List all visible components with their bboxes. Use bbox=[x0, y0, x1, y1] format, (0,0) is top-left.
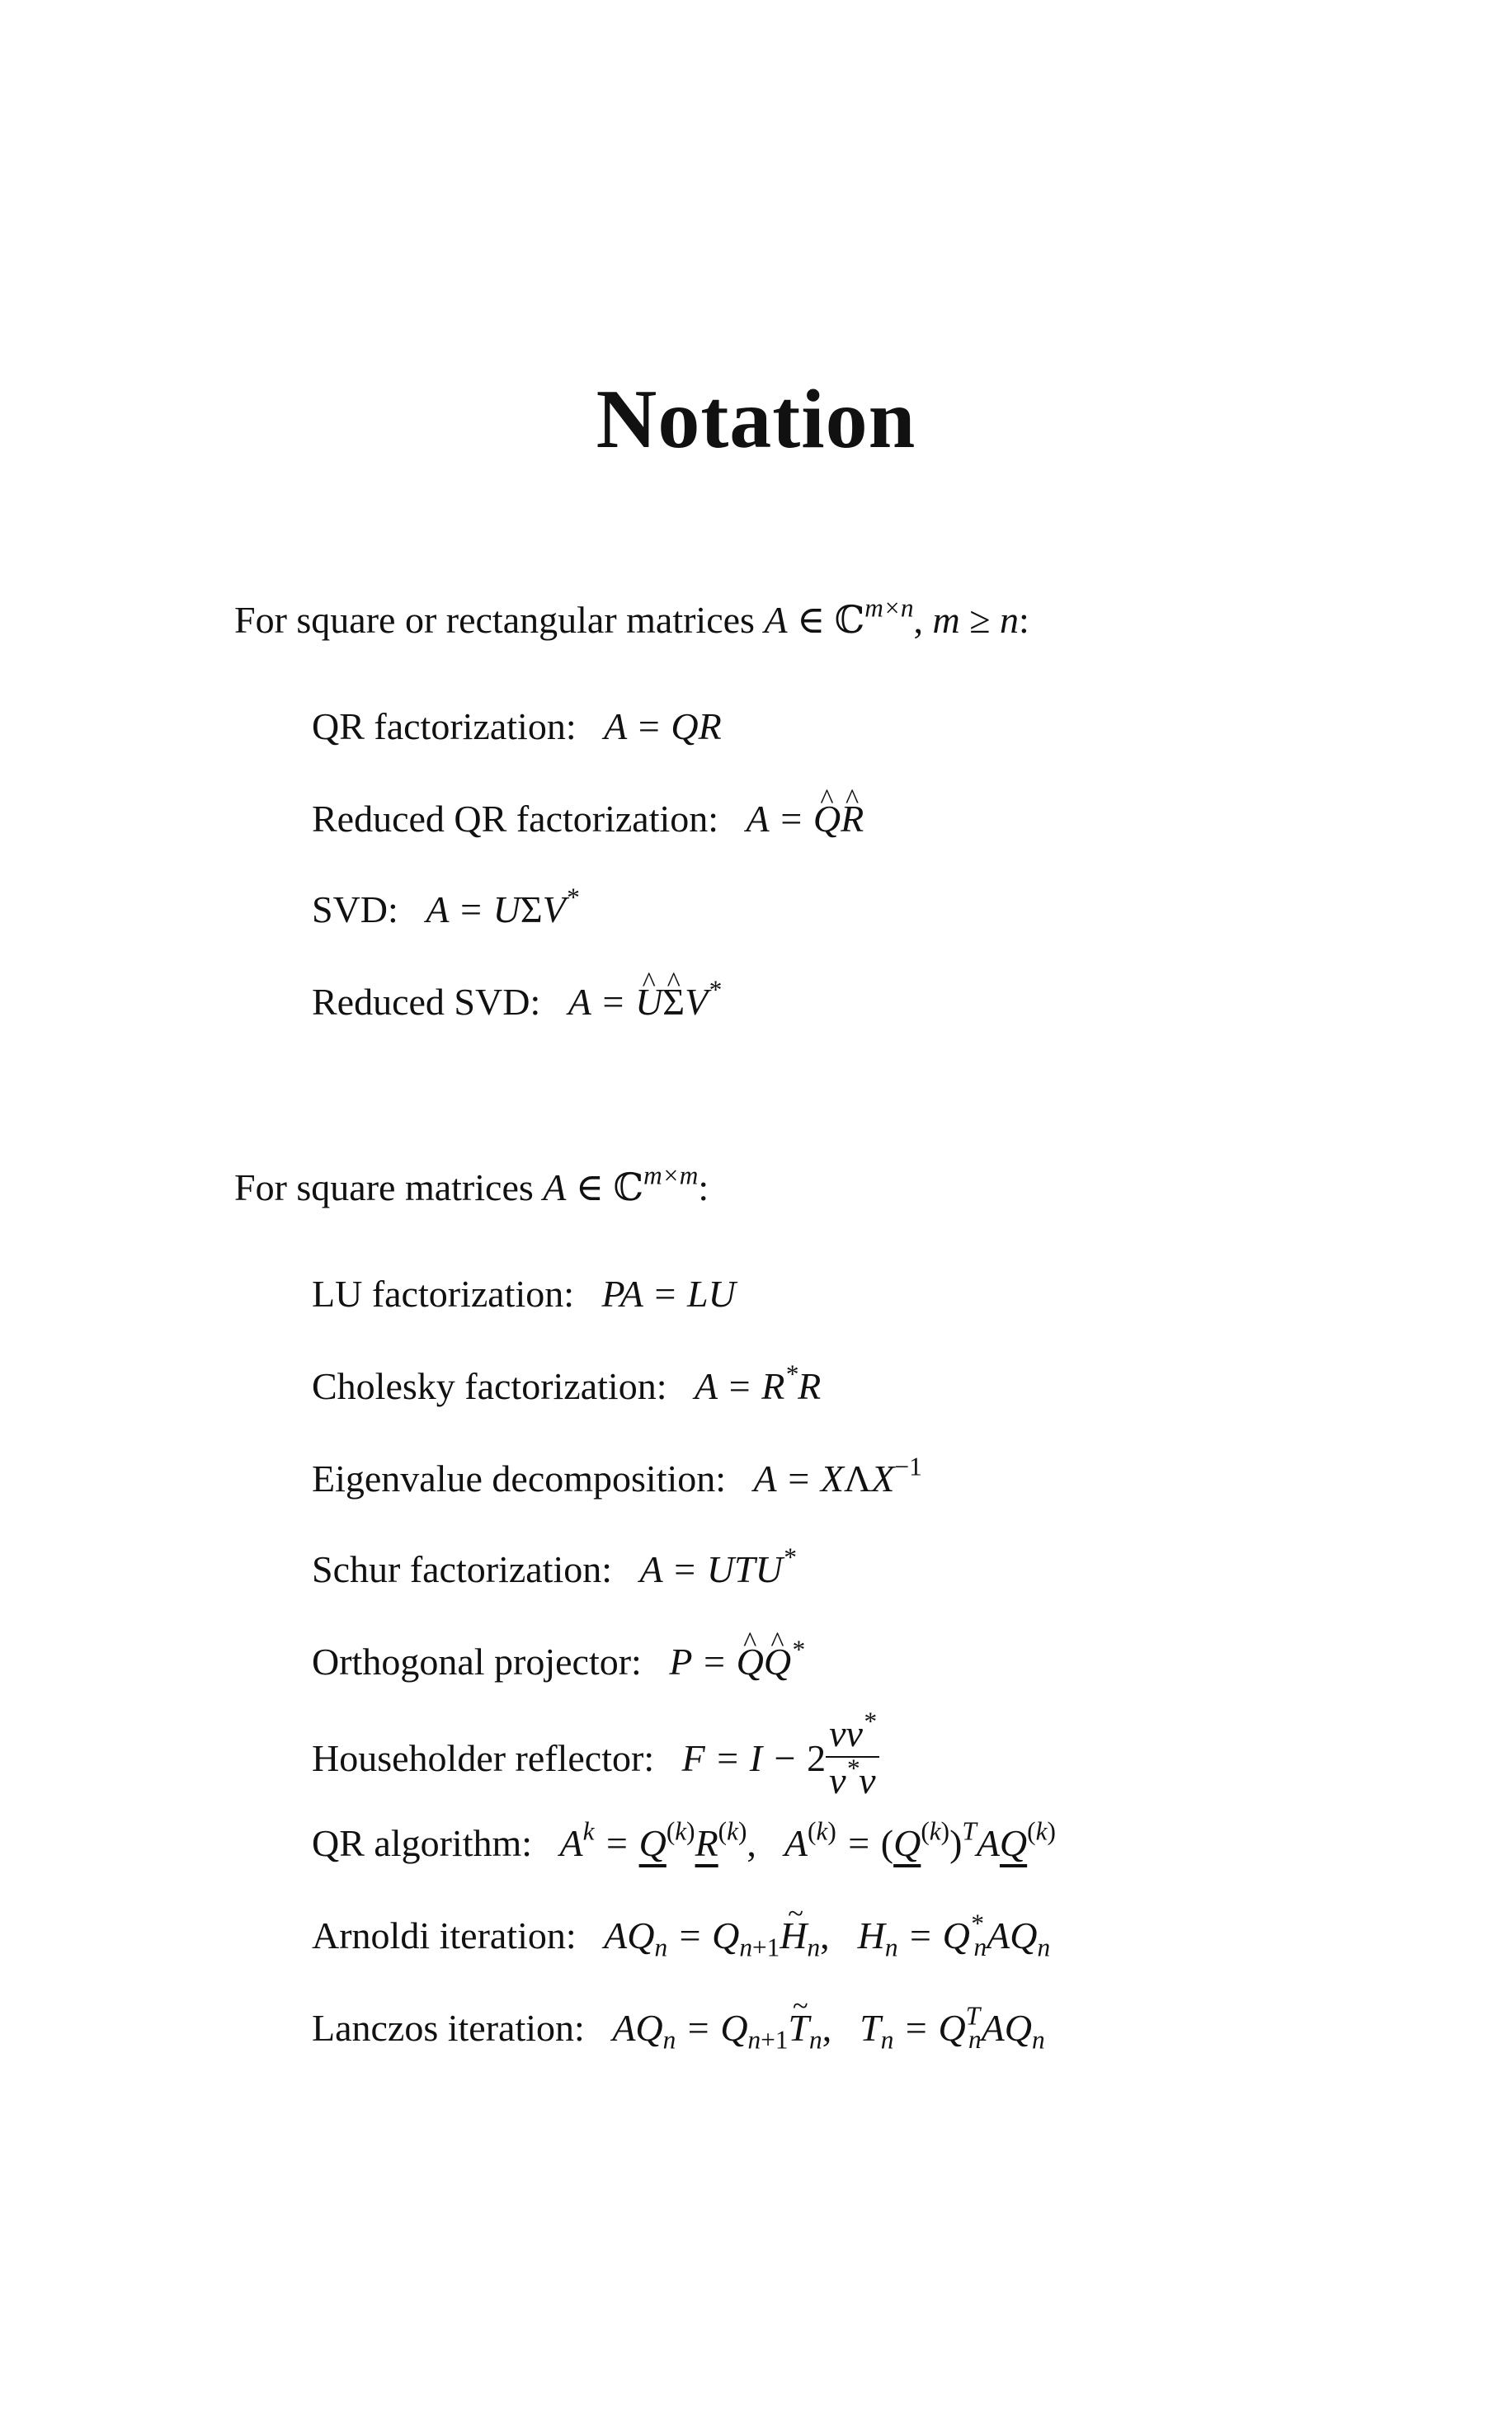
notation-formula: P = Q ^Q ^* bbox=[669, 1641, 803, 1683]
notation-label: QR factorization: bbox=[312, 705, 577, 747]
notation-item-reduced-qr bbox=[312, 797, 864, 841]
notation-item-qr bbox=[312, 704, 722, 748]
notation-label: QR algorithm: bbox=[312, 1822, 533, 1864]
notation-formula: F = I − 2 $\frac{vv^*}{v^*v}$ bbox=[682, 1737, 879, 1779]
section-intro-rectangular bbox=[234, 593, 1029, 642]
intro-text: For square or rectangular matrices bbox=[234, 599, 755, 641]
notation-formula: A = UΣV* bbox=[426, 883, 579, 930]
notation-item-cholesky bbox=[312, 1359, 822, 1408]
notation-label: Arnoldi iteration: bbox=[312, 1914, 577, 1956]
notation-label: Lanczos iteration: bbox=[312, 2007, 585, 2049]
notation-formula: A = QR bbox=[604, 705, 722, 747]
intro-formula: A ∈ ℂ$^{m\times m}$: bbox=[543, 1161, 709, 1208]
notation-item-qr-algorithm bbox=[312, 1816, 1056, 1865]
notation-label: Reduced SVD: bbox=[312, 981, 541, 1023]
notation-formula: $A^k = Q^{(k)}R^{(k)}$, $A^{(k)} = (Q^{(k)})^TAQ^{(k)}$ bbox=[559, 1816, 1056, 1864]
notation-item-projector bbox=[312, 1635, 804, 1683]
intro-formula: A ∈ ℂ$^{m\times n}$, m ≥ n: bbox=[764, 593, 1029, 641]
notation-formula: A = U ^Σ ^V* bbox=[568, 981, 721, 1023]
notation-label: Schur factorization: bbox=[312, 1548, 613, 1590]
section-intro-square bbox=[234, 1161, 709, 1209]
notation-formula: $AQ_n = Q_{n+1}T$ $\sim_n$, $T_n = Q^T_nAQ_n$ bbox=[612, 2007, 1044, 2049]
notation-label: Orthogonal projector: bbox=[312, 1641, 642, 1683]
page-title: Notation bbox=[596, 373, 916, 466]
notation-formula: A = UTU* bbox=[639, 1542, 796, 1590]
notation-formula: $A = X\Lambda X^{-1}$ bbox=[753, 1452, 922, 1500]
householder-fraction: $\frac{vv^*}{v^*v}$ bbox=[826, 1711, 878, 1803]
notation-formula: A = Q ^R ^ bbox=[747, 798, 864, 840]
notation-label: Reduced QR factorization: bbox=[312, 798, 719, 840]
notation-formula: $AQ_n = Q_{n+1}H$ $\sim_n$, $H_n = Q^*_nAQ_n$ bbox=[604, 1914, 1050, 1956]
notation-item-lu bbox=[312, 1272, 736, 1316]
notation-label: Eigenvalue decomposition: bbox=[312, 1457, 727, 1500]
notation-label: SVD: bbox=[312, 888, 398, 930]
notation-item-schur bbox=[312, 1542, 796, 1591]
notation-label: Cholesky factorization: bbox=[312, 1365, 667, 1407]
notation-item-reduced-svd bbox=[312, 975, 721, 1024]
notation-formula: PA = LU bbox=[601, 1273, 736, 1315]
notation-item-eigenvalue bbox=[312, 1452, 922, 1500]
notation-label: LU factorization: bbox=[312, 1273, 575, 1315]
notation-label: Householder reflector: bbox=[312, 1736, 655, 1779]
notation-item-arnoldi bbox=[312, 1909, 1051, 1962]
notation-item-svd bbox=[312, 883, 579, 931]
notation-item-householder bbox=[312, 1707, 879, 1808]
notation-formula: A = R*R bbox=[695, 1359, 822, 1407]
intro-text: For square matrices bbox=[234, 1166, 534, 1208]
notation-item-lanczos bbox=[312, 2001, 1045, 2055]
